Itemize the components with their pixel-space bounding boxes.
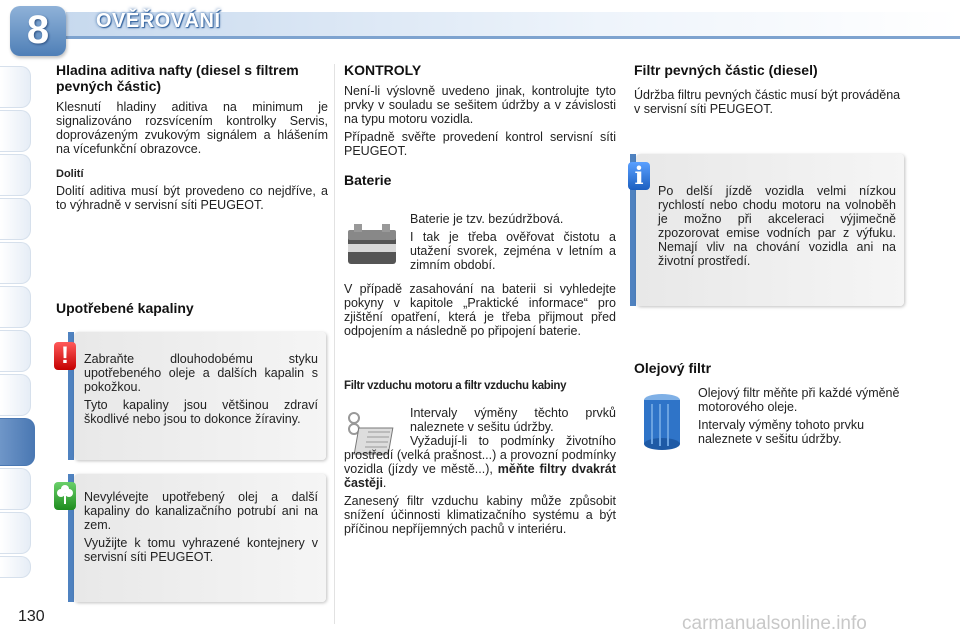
eco-box: [74, 474, 326, 602]
checks-paragraph-1: Není-li výslovně uvedeno jinak, kontrolujte tyto prvky v souladu se sešitem údržby a v závislosti na typu motoru vozidla.: [344, 84, 616, 126]
side-tab[interactable]: [0, 66, 31, 108]
battery-text-2: I tak je třeba ověřovat čistotu a utažení svorek, zejména v letním a zimním období.: [410, 230, 616, 272]
filter-text-body: Vyžadují-li to podmínky životního prostředí (velká prašnost...) a provozní podmínky vozidla (jízdy ve městě...), měňte filtry dvakrát častěji. Zanesený filtr vzduchu kabiny může způsobit snížení účinnosti klimatizačního systému a být příčinou nepříjemných pachů v interiéru.: [344, 434, 616, 536]
side-tab[interactable]: [0, 556, 31, 578]
side-tab[interactable]: [0, 330, 31, 372]
additive-heading: Hladina aditiva nafty (diesel s filtrem pevných částic): [56, 62, 299, 94]
side-tab[interactable]: [0, 110, 31, 152]
battery-heading: Baterie: [344, 172, 392, 188]
filter-text-2b: měňte filtry dvakrát častěji: [344, 462, 616, 490]
side-tab[interactable]: [0, 286, 31, 328]
chapter-number: 8: [26, 8, 50, 52]
battery-note: [344, 282, 616, 338]
side-tab-active[interactable]: [0, 418, 35, 466]
additive-section: [56, 62, 328, 212]
page-title: OVĚŘOVÁNÍ: [96, 10, 221, 32]
oil-filter-icon: [640, 392, 684, 457]
checks-section: [344, 62, 616, 188]
oil-filter-text-2: Intervaly výměny tohoto prvku naleznete v sešitu údržby.: [698, 418, 865, 446]
filter-text-1: Intervaly výměny těchto prvků naleznete v sešitu údržby.: [410, 406, 616, 434]
side-tab[interactable]: [0, 154, 31, 196]
warning-icon: !: [54, 342, 76, 370]
warning-text-2: Tyto kapaliny jsou většinou zdraví škodlivé nebo jsou to dokonce žíraviny.: [84, 398, 318, 426]
oil-heading-wrap: [634, 360, 711, 376]
watermark: carmanualsonline.info: [682, 613, 867, 634]
page-number: 130: [18, 608, 45, 625]
oil-filter-text: [698, 386, 904, 446]
warning-box: [74, 332, 326, 460]
side-tab[interactable]: [0, 198, 31, 240]
side-tab[interactable]: [0, 242, 31, 284]
filter-text-top: [410, 406, 616, 434]
used-fluids-heading-wrap: [56, 300, 194, 316]
oil-filter-text-1: Olejový filtr měňte při každé výměně motorového oleje.: [698, 386, 900, 414]
dpf-section: [634, 62, 906, 116]
checks-paragraph-2: Případně svěřte provedení kontrol servisní síti PEUGEOT.: [344, 130, 616, 158]
used-fluids-heading: Upotřebené kapaliny: [56, 300, 194, 316]
refill-paragraph: Dolití aditiva musí být provedeno co nejdříve, a to výhradně v servisní síti PEUGEOT.: [56, 184, 328, 212]
battery-text: [410, 212, 616, 272]
chapter-badge: [10, 6, 66, 56]
checks-heading: KONTROLY: [344, 62, 422, 78]
warning-text-1: Zabraňte dlouhodobému styku upotřebeného oleje a dalších kapalin s pokožkou.: [84, 352, 318, 394]
filter-heading: Filtr vzduchu motoru a filtr vzduchu kabiny: [344, 380, 567, 392]
eco-text-1: Nevylévejte upotřebený olej a další kapaliny do kanalizačního potrubí ani na zem.: [84, 490, 318, 532]
additive-paragraph: Klesnutí hladiny aditiva na minimum je signalizováno rozsvícením kontrolky Servis, doprovázeným zvukovým signálem a hlášením na vícefunkční obrazovce.: [56, 100, 328, 156]
battery-text-3: V případě zasahování na baterii si vyhledejte pokyny v kapitole „Praktické informace“ pro zjištění opatření, která je třeba přijmout před odpojením a následně po připojení baterie.: [344, 282, 616, 338]
info-icon: i: [628, 162, 650, 190]
filter-text-2a: Vyžadují-li to podmínky životního prostředí (velká prašnost...) a provozní podmínky vozidla (jízdy ve městě...),: [344, 434, 616, 476]
info-box: [636, 154, 904, 306]
filter-text-3: Zanesený filtr vzduchu kabiny může způsobit snížení účinnosti klimatizačního systému a být příčinou nepříjemných pachů v interiéru.: [344, 494, 616, 536]
oil-filter-heading: Olejový filtr: [634, 360, 712, 376]
battery-text-1: Baterie je tzv. bezúdržbová.: [410, 212, 564, 226]
dpf-heading: Filtr pevných částic (diesel): [634, 62, 818, 78]
eco-icon: [54, 482, 76, 510]
battery-icon: [344, 218, 400, 273]
side-tab[interactable]: [0, 468, 31, 510]
refill-subheading: Dolití: [56, 168, 84, 180]
info-text: Po delší jízdě vozidla velmi nízkou rychlostí nebo chodu motoru na volnoběh je možno při akceleraci výjimečně zpozorovat emise vodních par z výfuku. Nemají vliv na chování vozidla ani na životní prostředí.: [658, 184, 896, 268]
side-tab[interactable]: [0, 374, 31, 416]
header-rule: [66, 36, 960, 39]
eco-text-2: Využijte k tomu vyhrazené kontejnery v servisní síti PEUGEOT.: [84, 536, 318, 564]
side-tab[interactable]: [0, 512, 31, 554]
column-divider: [334, 64, 335, 624]
filter-heading-wrap: [344, 380, 616, 392]
dpf-paragraph: Údržba filtru pevných částic musí být prováděna v servisní síti PEUGEOT.: [634, 88, 901, 116]
